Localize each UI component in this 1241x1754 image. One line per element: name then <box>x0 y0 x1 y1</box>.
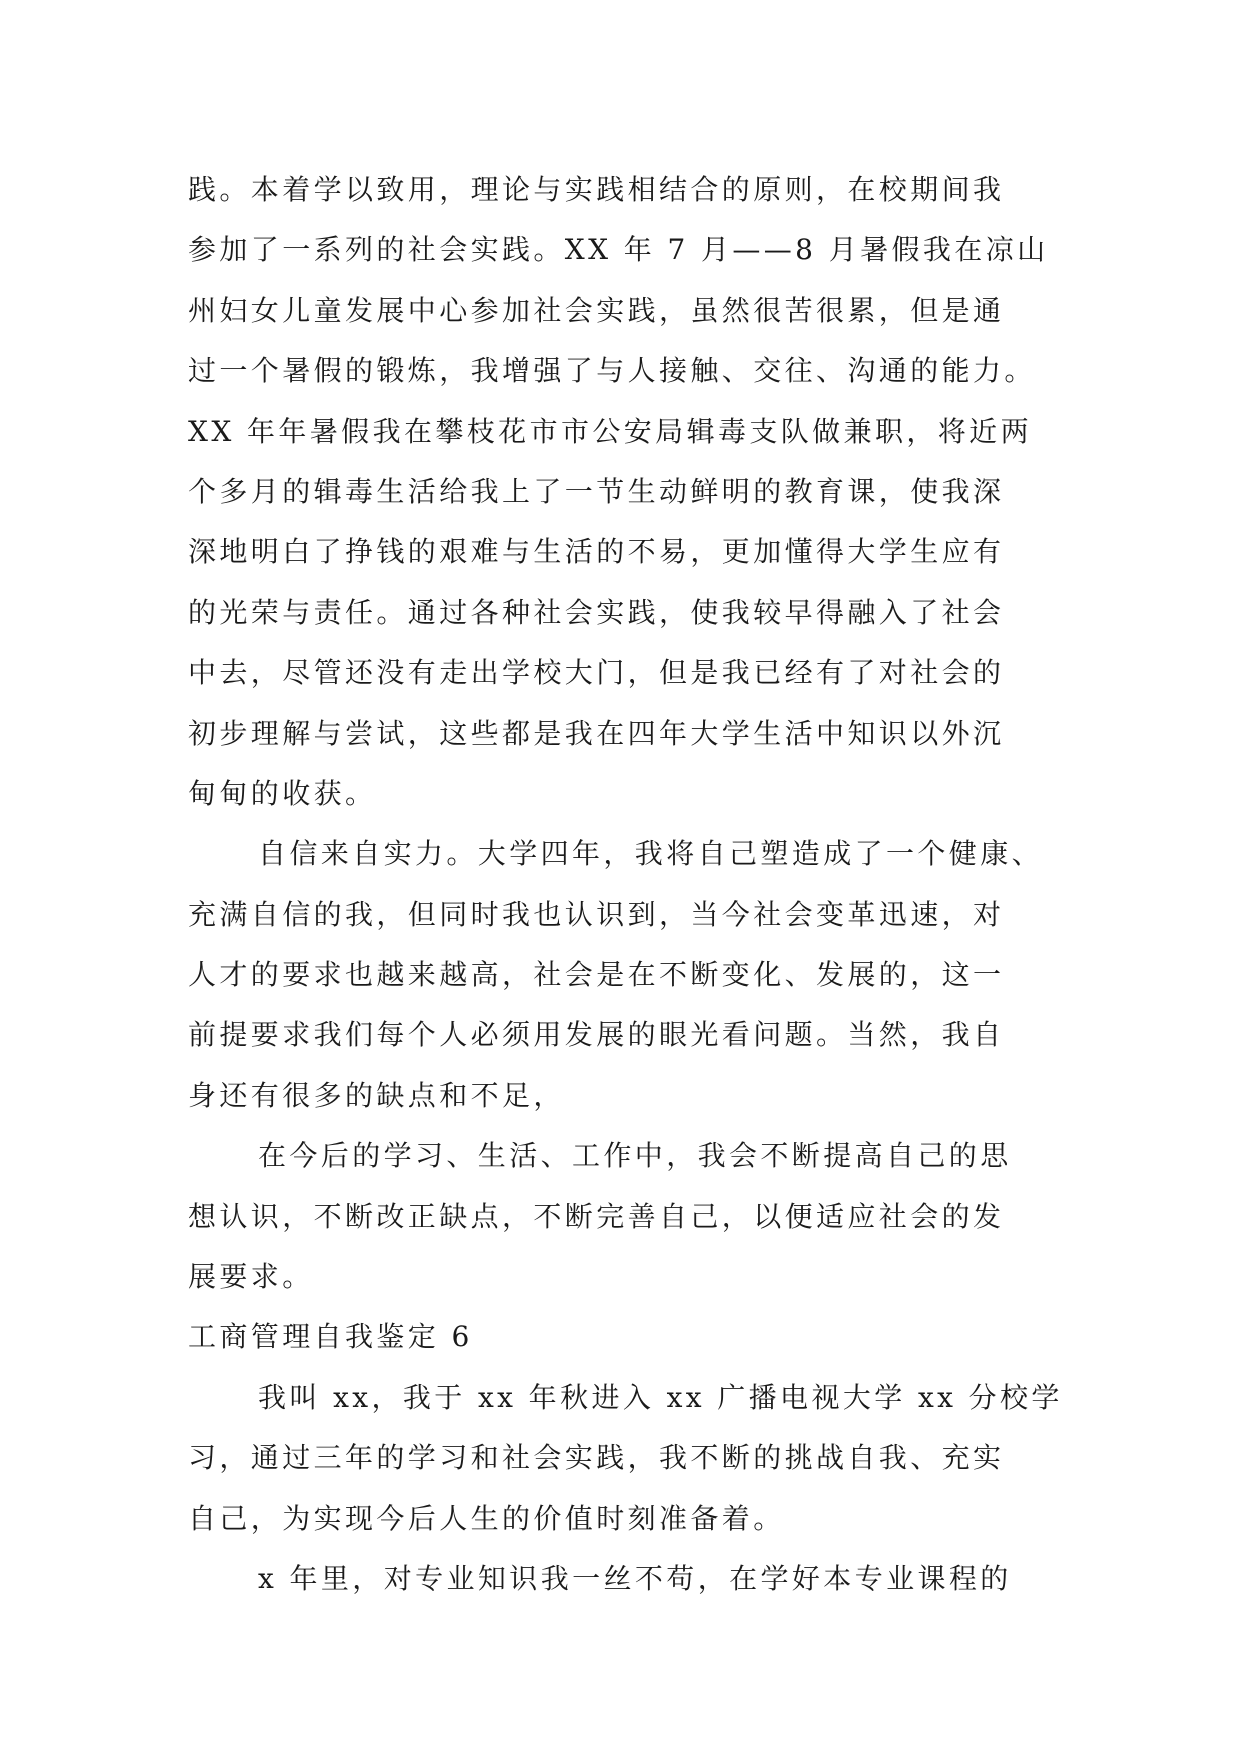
text-line: 人才的要求也越来越高，社会是在不断变化、发展的，这一 <box>188 958 1005 992</box>
text-line: 过一个暑假的锻炼，我增强了与人接触、交往、沟通的能力。 <box>188 354 1036 388</box>
paragraph-start-line: 我叫 xx，我于 xx 年秋进入 xx 广播电视大学 xx 分校学 <box>258 1380 1063 1414</box>
text-line: 前提要求我们每个人必须用发展的眼光看问题。当然，我自 <box>188 1018 1005 1052</box>
text-line: 深地明白了挣钱的艰难与生活的不易，更加懂得大学生应有 <box>188 535 1005 569</box>
text-line: 自己，为实现今后人生的价值时刻准备着。 <box>188 1501 785 1535</box>
paragraph-start-line: x 年里，对专业知识我一丝不苟，在学好本专业课程的 <box>258 1561 1012 1595</box>
text-line: 初步理解与尝试，这些都是我在四年大学生活中知识以外沉 <box>188 716 1005 750</box>
text-line: 践。本着学以致用，理论与实践相结合的原则，在校期间我 <box>188 173 1005 206</box>
paragraph-start-line: 在今后的学习、生活、工作中，我会不断提高自己的思 <box>258 1139 1012 1173</box>
text-line: 甸甸的收获。 <box>188 776 377 810</box>
text-line: 州妇女儿童发展中心参加社会实践，虽然很苦很累，但是通 <box>188 293 1005 327</box>
text-line: 的光荣与责任。通过各种社会实践，使我较早得融入了社会 <box>188 595 1005 629</box>
text-line: 想认识，不断改正缺点，不断完善自己，以便适应社会的发 <box>188 1199 1005 1233</box>
text-line: 习，通过三年的学习和社会实践，我不断的挑战自我、充实 <box>188 1441 1005 1475</box>
section-heading: 工商管理自我鉴定 6 <box>188 1320 473 1354</box>
text-line: XX 年年暑假我在攀枝花市市公安局辑毒支队做兼职，将近两 <box>188 414 1032 448</box>
document-body <box>188 160 1063 1609</box>
paragraph-start-line: 自信来自实力。大学四年，我将自己塑造成了一个健康、 <box>258 837 1044 871</box>
text-line: 个多月的辑毒生活给我上了一节生动鲜明的教育课，使我深 <box>188 474 1005 508</box>
text-line: 展要求。 <box>188 1260 314 1294</box>
text-line: 中去，尽管还没有走出学校大门，但是我已经有了对社会的 <box>188 656 1005 690</box>
text-line: 身还有很多的缺点和不足， <box>188 1078 565 1112</box>
text-line: 参加了一系列的社会实践。XX 年 7 月——8 月暑假我在凉山 <box>188 233 1049 267</box>
text-line: 充满自信的我，但同时我也认识到，当今社会变革迅速，对 <box>188 897 1005 931</box>
